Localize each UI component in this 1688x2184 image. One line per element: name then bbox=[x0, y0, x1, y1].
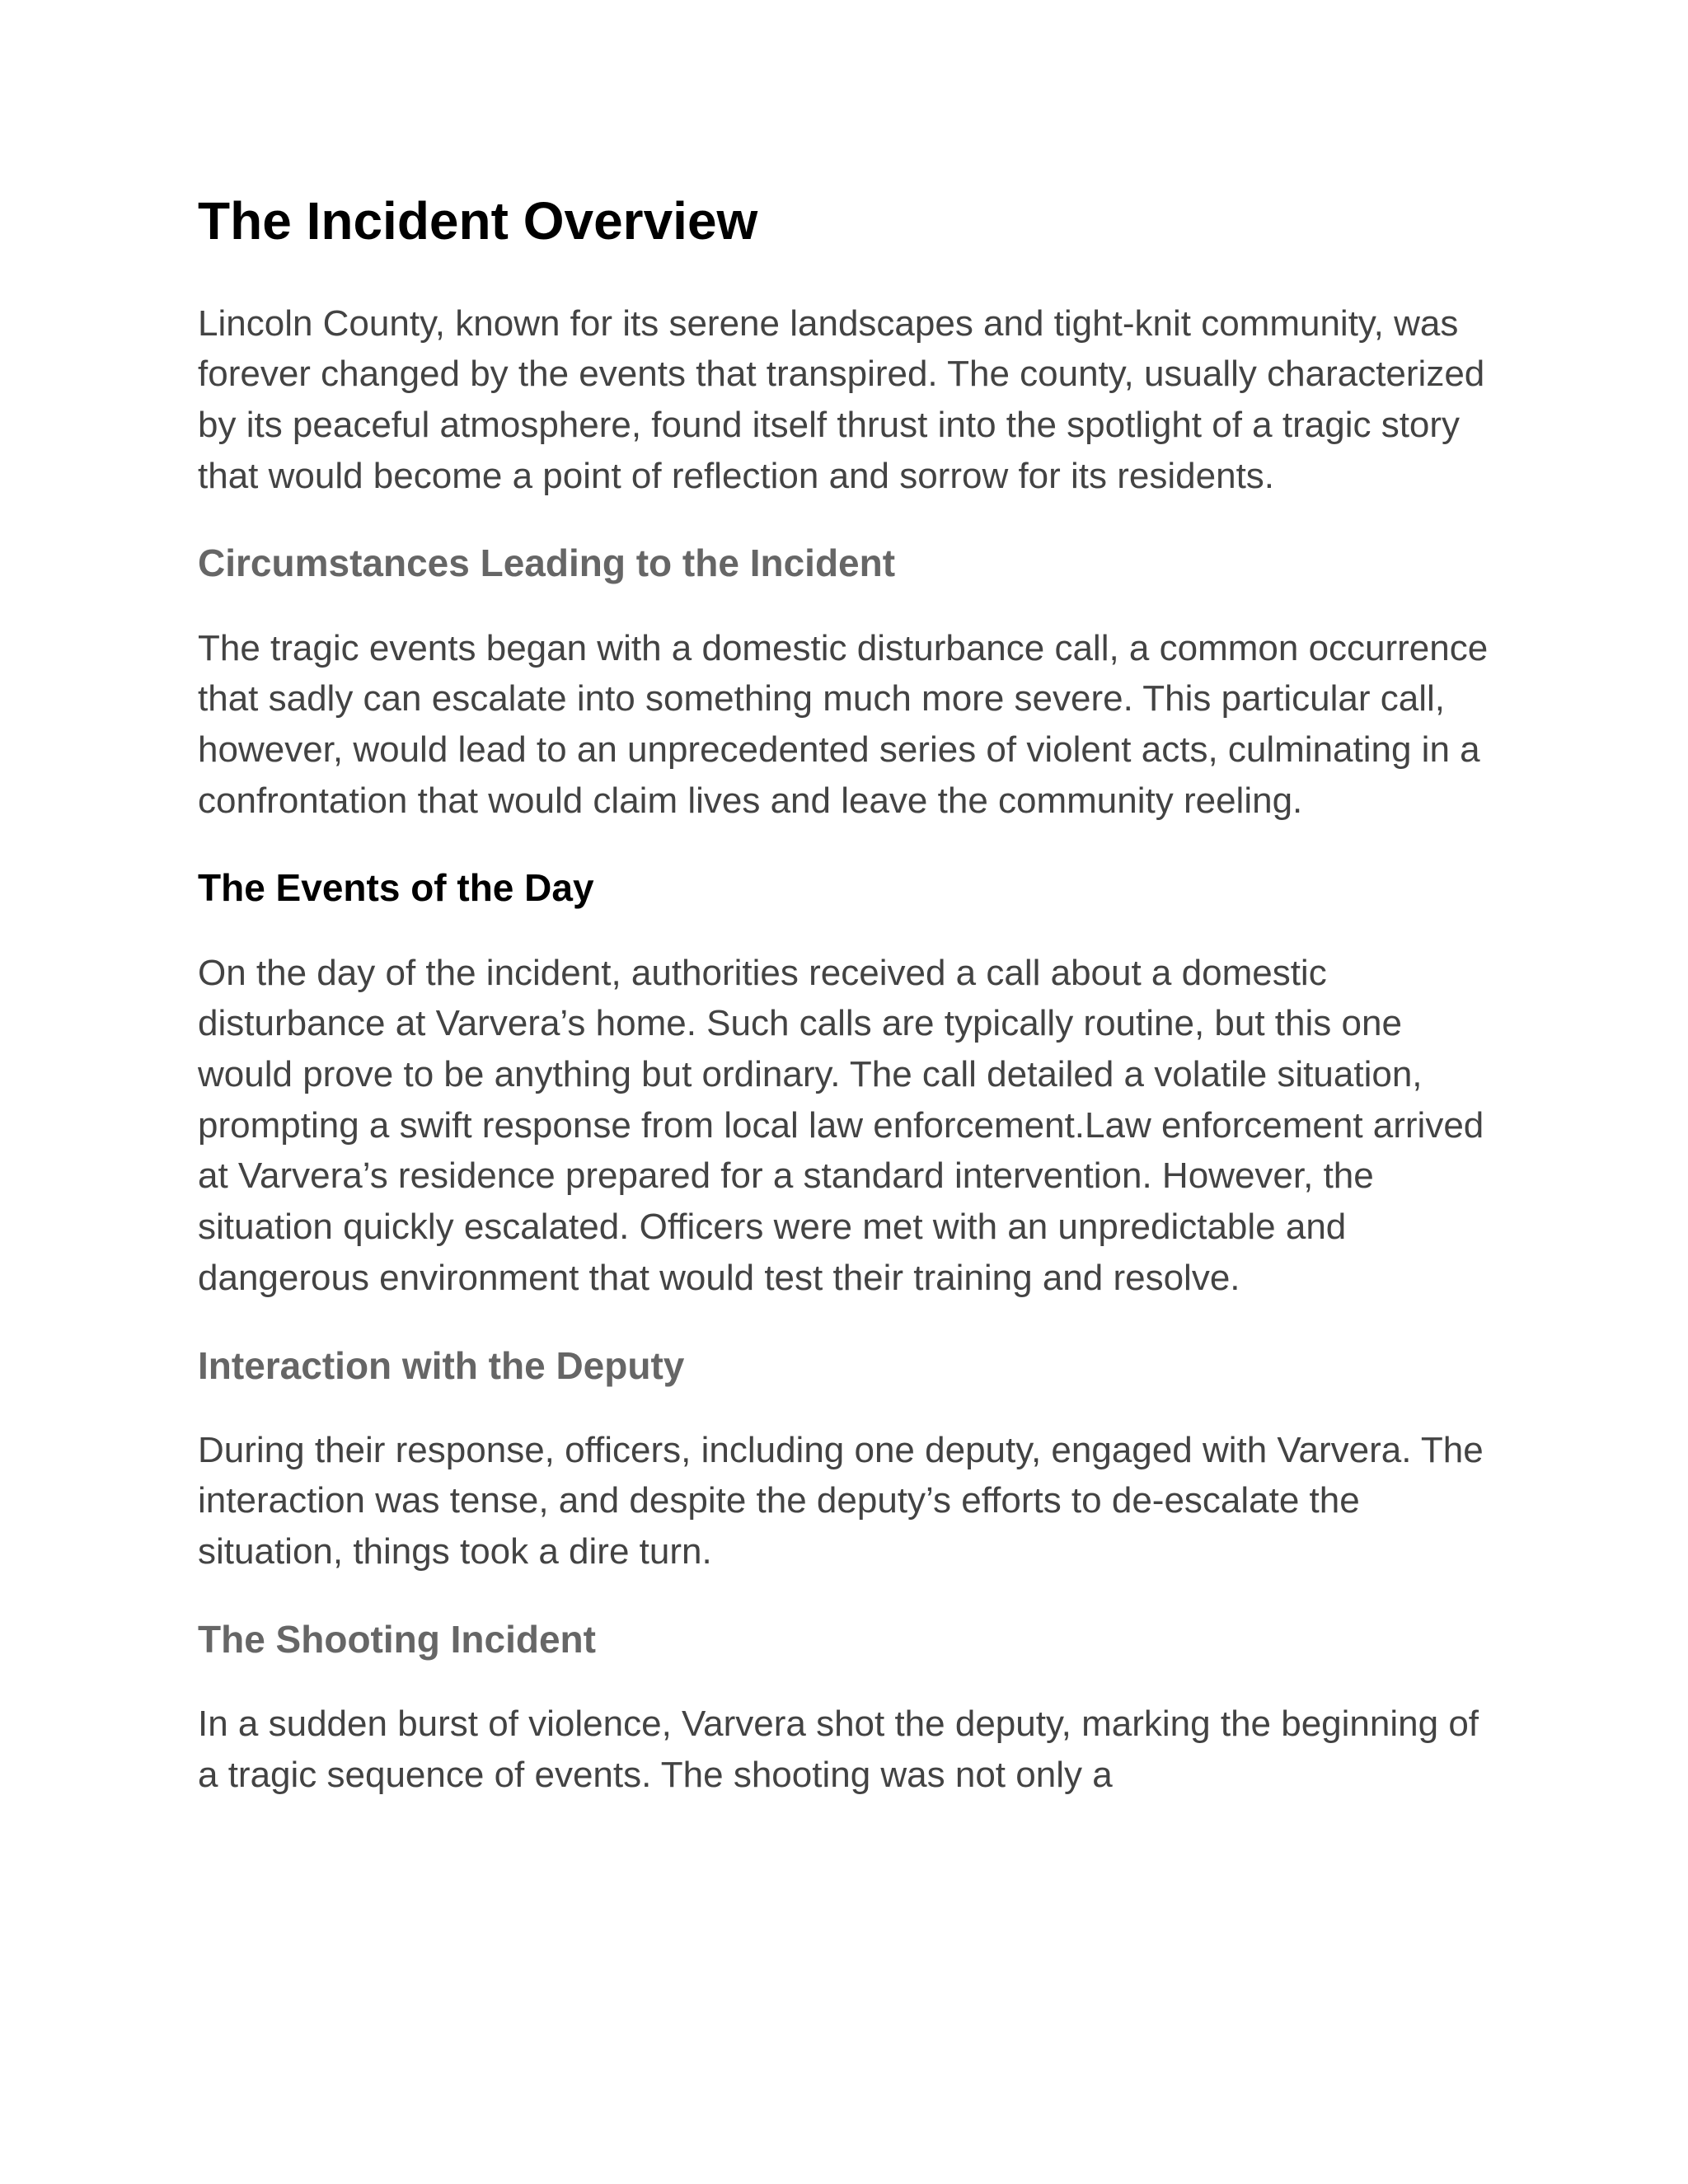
document-content bbox=[198, 191, 1500, 1800]
events-heading: The Events of the Day bbox=[198, 866, 594, 910]
events-paragraph: On the day of the incident, authorities received a call about a domestic disturbance at Varvera’s home. Such calls are typically routine, but this one would prove to be anything but ordinary. The call detailed a volatile situation, prompting a swift response from local law enforcement.Law enforcement arrived at Varvera’s residence prepared for a standard intervention. However, the situation quickly escalated. Officers were met with an unpredictable and dangerous environment that would test their training and resolve. bbox=[198, 952, 1484, 1298]
circumstances-paragraph: The tragic events began with a domestic disturbance call, a common occurrence that sadly can escalate into something much more severe. This particular call, however, would lead to an unprecedented series of violent acts, culminating in a confrontation that would claim lives and leave the community reeling. bbox=[198, 627, 1489, 821]
intro-paragraph: Lincoln County, known for its serene landscapes and tight-knit community, was forever changed by the events that transpired. The county, usually characterized by its peaceful atmosphere, found itself thrust into the spotlight of a tragic story that would become a point of reflection and sorrow for its residents. bbox=[198, 302, 1485, 496]
circumstances-heading: Circumstances Leading to the Incident bbox=[198, 541, 896, 585]
interaction-heading: Interaction with the Deputy bbox=[198, 1343, 685, 1387]
page-title: The Incident Overview bbox=[198, 191, 758, 251]
shooting-paragraph: In a sudden burst of violence, Varvera shot the deputy, marking the beginning of a tragic sequence of events. The shooting was not only a bbox=[198, 1704, 1479, 1795]
shooting-heading: The Shooting Incident bbox=[198, 1617, 596, 1661]
interaction-paragraph: During their response, officers, including one deputy, engaged with Varvera. The interaction was tense, and despite the deputy’s efforts to de-escalate the situation, things took a dire turn. bbox=[198, 1429, 1484, 1572]
